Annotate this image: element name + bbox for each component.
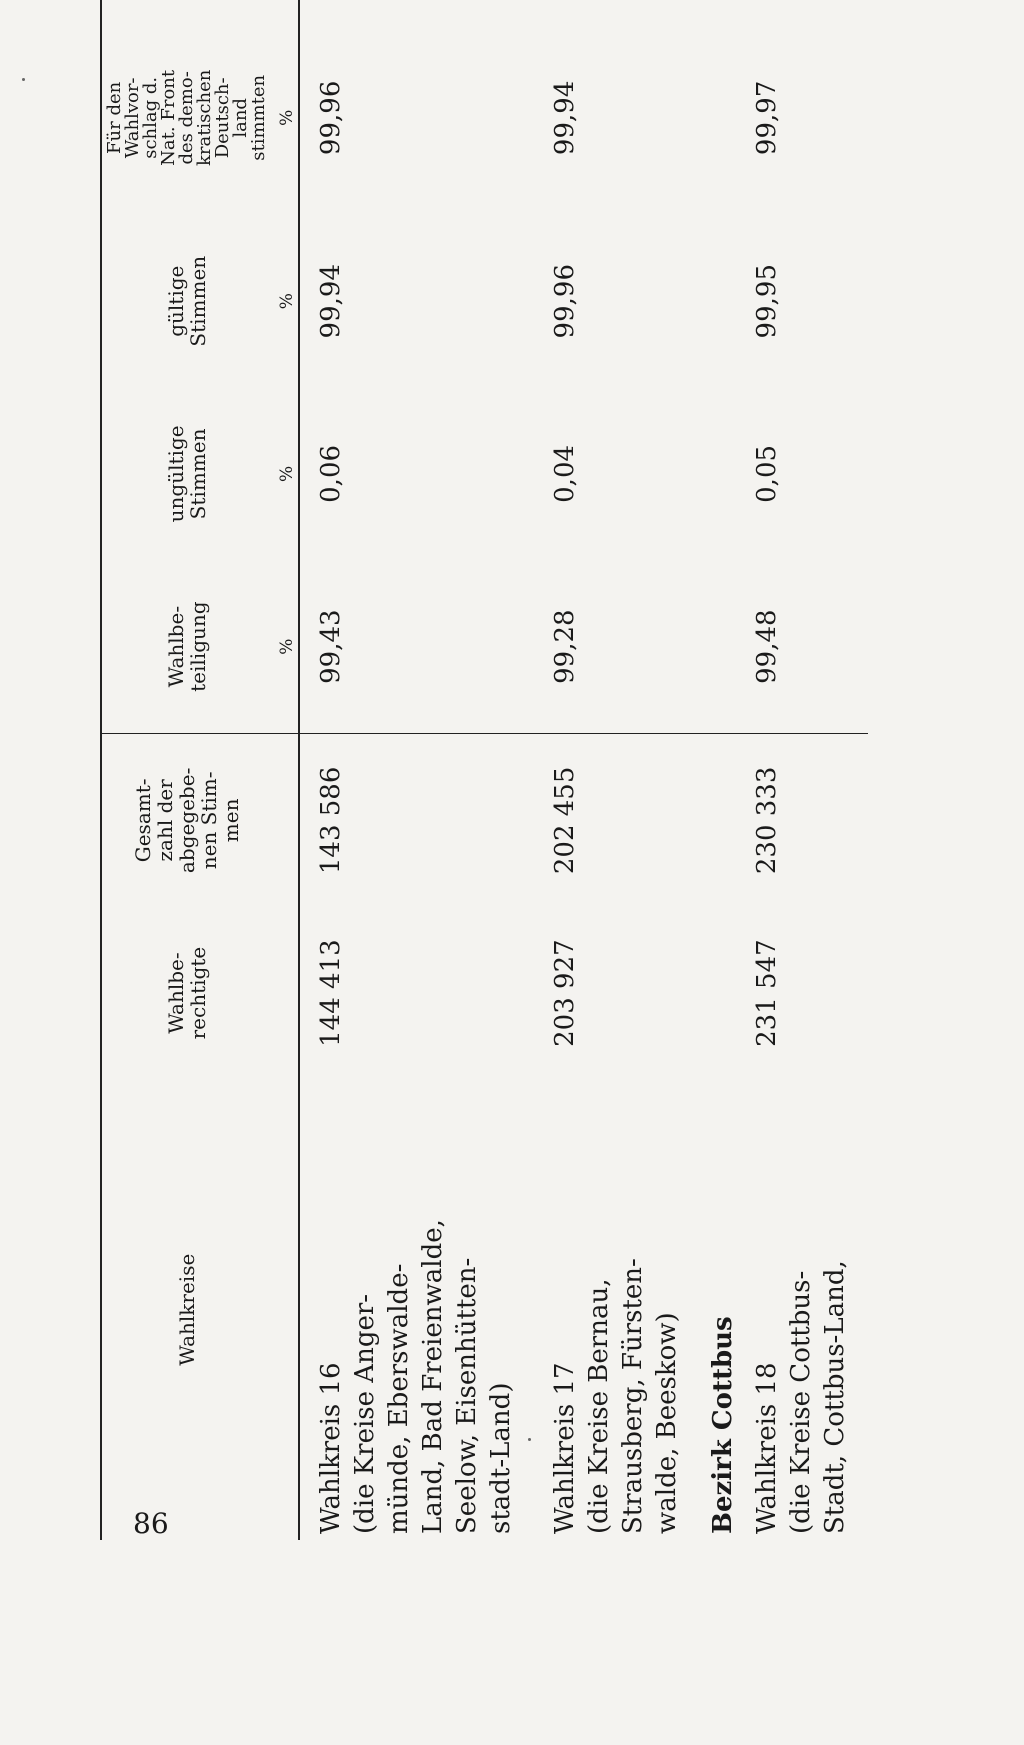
fuer-front-value: 99,96 xyxy=(316,80,346,156)
fuer-front-value: 99,94 xyxy=(550,80,580,156)
gegenstimmen-value xyxy=(299,0,348,21)
unit-percent xyxy=(272,0,299,21)
unit-empty xyxy=(272,1079,299,1540)
header-gesamtzahl: Gesamt- zahl der abgegebe- nen Stim- men xyxy=(101,734,272,907)
table-header-row xyxy=(101,0,272,1540)
header-wahlberechtigte: Wahlbe- rechtigte xyxy=(101,907,272,1080)
wahlbeteiligung-value: 99,48 xyxy=(752,609,782,684)
election-results-table xyxy=(100,0,1024,1540)
unit-empty xyxy=(272,734,299,907)
ungueltige-value: 0,04 xyxy=(550,444,580,503)
unit-percent: % xyxy=(272,560,299,733)
wahlkreis-name: Wahlkreis 17 xyxy=(550,1362,580,1534)
fuer-front-value: 99,97 xyxy=(752,80,782,156)
unit-percent: % xyxy=(272,388,299,561)
ungueltige-value: 0,06 xyxy=(316,444,346,503)
table-row-description xyxy=(582,0,700,1540)
unit-row xyxy=(272,0,299,1540)
wahlkreis-name: Wahlkreis 18 xyxy=(752,1362,782,1534)
wahlkreis-name: Wahlkreis 16 xyxy=(316,1362,346,1534)
unit-empty xyxy=(272,907,299,1080)
header-wahlkreise: Wahlkreise xyxy=(101,1079,272,1540)
table-row xyxy=(299,0,348,1540)
header-gueltige: gültige Stimmen xyxy=(101,215,272,388)
wahlkreis-description: (die Kreise Cottbus- Stadt, Cottbus-Land, xyxy=(786,1260,850,1534)
bezirk-row xyxy=(700,0,750,1540)
gegenstimmen-value xyxy=(750,0,784,21)
gueltige-value: 99,94 xyxy=(316,264,346,339)
table-row xyxy=(750,0,784,1540)
gueltige-value: 99,96 xyxy=(550,264,580,339)
wahlbeteiligung-value: 99,28 xyxy=(550,609,580,684)
table-row-description xyxy=(348,0,534,1540)
header-fuer-front: Für den Wahlvor- schlag d. Nat. Front des demo- kratischen Deutsch- land stimmten xyxy=(101,21,272,215)
header-gegenstimmen xyxy=(101,0,272,21)
wahlberechtigte-value: 203 927 xyxy=(550,939,580,1047)
wahlkreis-description: (die Kreise Anger- münde, Eberswalde- Land, Bad Freienwalde, Seelow, Eisenhütten- stadt-Land) xyxy=(350,1219,516,1534)
gesamtzahl-value: 143 586 xyxy=(299,734,348,907)
results-table xyxy=(100,0,868,1540)
gesamtzahl-value: 202 455 xyxy=(534,734,582,907)
wahlberechtigte-value: 144 413 xyxy=(316,939,346,1047)
ungueltige-value: 0,05 xyxy=(752,444,782,503)
page-number: 86 xyxy=(133,1507,169,1540)
unit-percent: % xyxy=(272,215,299,388)
header-wahlbeteiligung: Wahlbe- teiligung xyxy=(101,560,272,733)
wahlkreis-description: (die Kreise Bernau, Strausberg, Fürsten- walde, Beeskow) xyxy=(584,1258,682,1534)
wahlbeteiligung-value: 99,43 xyxy=(316,609,346,684)
header-ungueltige: ungültige Stimmen xyxy=(101,388,272,561)
table-row-description xyxy=(784,0,868,1540)
table-row xyxy=(534,0,582,1540)
unit-percent: % xyxy=(272,21,299,215)
bezirk-heading: Bezirk Cottbus xyxy=(708,1316,738,1534)
scan-speck xyxy=(22,78,25,81)
gegenstimmen-value xyxy=(534,0,582,21)
gueltige-value: 99,95 xyxy=(752,264,782,339)
wahlberechtigte-value: 231 547 xyxy=(752,939,782,1047)
gesamtzahl-value: 230 333 xyxy=(750,734,784,907)
